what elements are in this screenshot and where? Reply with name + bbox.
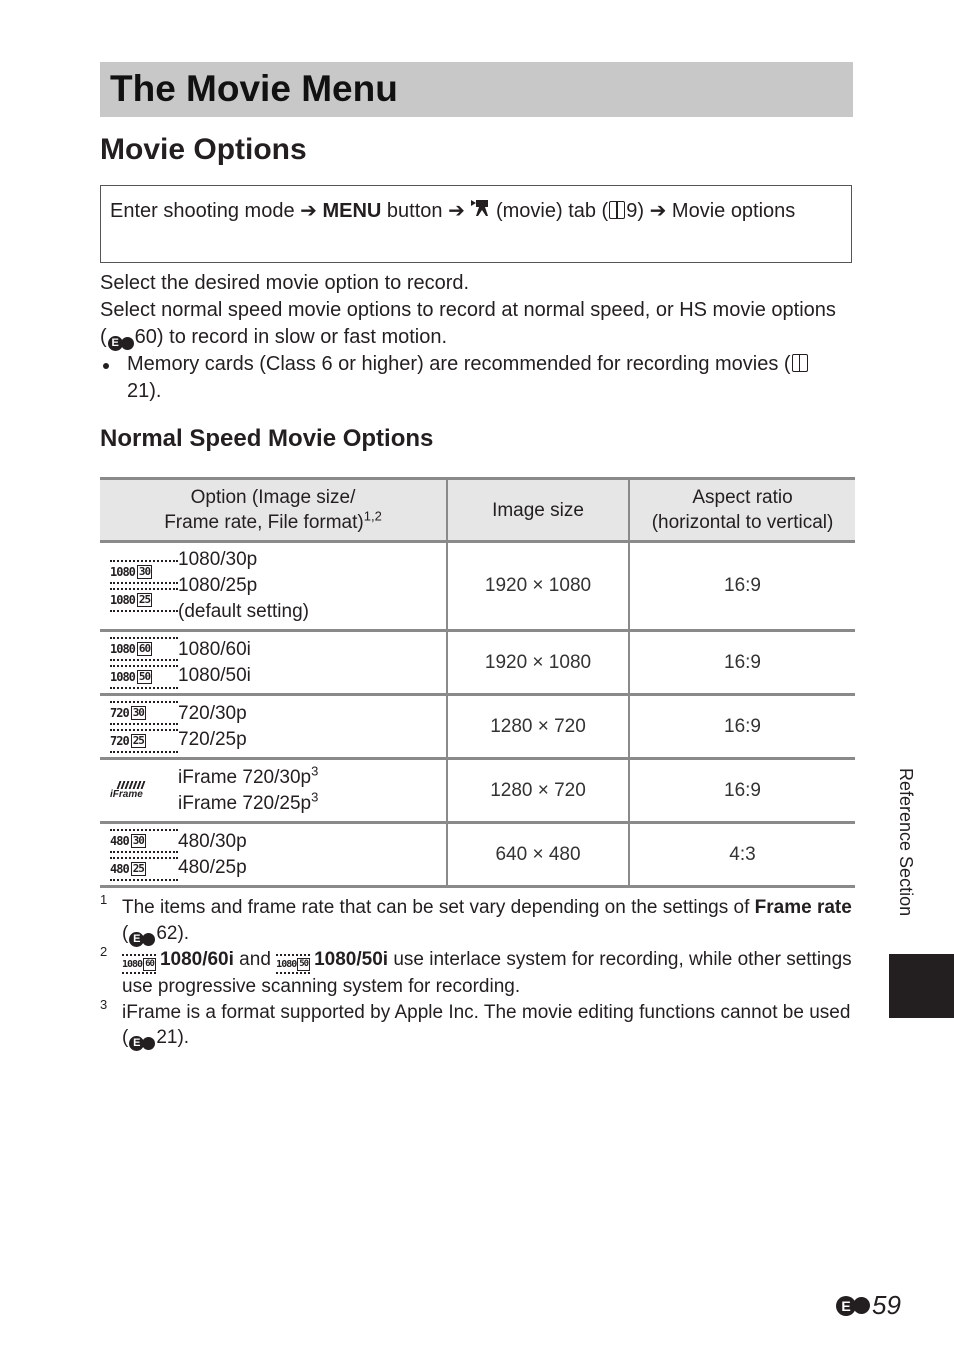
footnote-text: and xyxy=(233,948,277,970)
nav-text: (movie) tab ( xyxy=(495,200,609,222)
aspect-cell: 16:9 xyxy=(629,759,855,823)
section-title: Movie Options xyxy=(100,133,307,166)
intro-text xyxy=(100,270,840,405)
menu-button-icon: MENU xyxy=(322,200,382,222)
chapter-title: The Movie Menu xyxy=(110,68,398,109)
intro-line: Select the desired movie option to record. xyxy=(100,272,470,294)
header-aspect xyxy=(629,479,855,542)
bullet-ref: 21 xyxy=(127,380,150,402)
table-header-row xyxy=(100,479,855,542)
header-image-size: Image size xyxy=(447,479,629,542)
option-label: 480/30p xyxy=(178,830,247,852)
footnote-ref: 21 xyxy=(156,1027,178,1048)
footnote-3 xyxy=(100,996,852,1052)
chapter-header-bar xyxy=(100,62,853,117)
option-cell xyxy=(100,759,447,823)
option-label: iFrame $720/25p^3$ xyxy=(178,789,319,814)
image-size-cell: 1280 × 720 xyxy=(447,759,629,823)
movie-480-30p-icon: 480 30 xyxy=(110,829,178,853)
image-size-cell: 1920 × 1080 xyxy=(447,631,629,695)
arrow-icon: ➔ xyxy=(649,200,667,222)
movie-camera-icon xyxy=(470,200,496,222)
header-text: (horizontal to vertical) xyxy=(651,512,834,533)
intro-line: Select normal speed movie options to record at normal speed, or HS movie options ( xyxy=(100,299,836,348)
option-label: 720/30p xyxy=(178,702,247,724)
footnote-1 xyxy=(100,892,852,947)
image-size-cell: 640 × 480 xyxy=(447,823,629,887)
option-cell xyxy=(100,823,447,887)
footnote-text: use interlace system for recording, while other settings use progressive scanning system for recording. xyxy=(122,948,852,997)
header-option xyxy=(100,479,447,542)
movie-options-table xyxy=(100,477,855,888)
book-reference-icon xyxy=(792,354,808,372)
aspect-cell: 16:9 xyxy=(629,542,855,631)
page-number-text: 59 xyxy=(872,1290,901,1320)
table-row xyxy=(100,695,855,759)
movie-480-25p-icon: 480 25 xyxy=(110,857,178,881)
reference-section-icon: E xyxy=(129,932,155,947)
footnote-bold: 1080/50i xyxy=(314,948,389,970)
option-label: iFrame $720/30p^3$ xyxy=(178,763,319,788)
aspect-cell: 4:3 xyxy=(629,823,855,887)
option-cell xyxy=(100,542,447,631)
bullet-item xyxy=(100,351,840,405)
option-label: (default setting) xyxy=(178,601,309,622)
header-sup: 1,2 xyxy=(363,508,382,524)
option-label: 1080/25p xyxy=(178,575,258,596)
movie-720-30p-icon: 720 30 xyxy=(110,701,178,725)
footnote-text: ). xyxy=(177,1027,190,1048)
arrow-icon: ➔ xyxy=(448,200,465,222)
reference-section-icon: E xyxy=(108,336,134,351)
footnote-bold: 1080/60i xyxy=(159,948,234,970)
header-text: Option (Image size/ xyxy=(190,487,356,508)
bullet-text: ). xyxy=(149,380,162,402)
footnote-number: 1 xyxy=(100,892,108,907)
footnote-ref: 62 xyxy=(156,922,178,944)
footnote-number: 2 xyxy=(100,943,108,959)
nav-text: ) xyxy=(637,200,645,222)
table-row xyxy=(100,759,855,823)
footnote-bold: Frame rate xyxy=(754,897,852,918)
option-label: 1080/30p xyxy=(178,549,258,570)
footnote-text: The items and frame rate that can be set vary depending on the settings of xyxy=(122,897,755,918)
footnote-text: ( xyxy=(122,922,129,944)
option-label: 1080/60i xyxy=(178,638,251,660)
image-size-cell: 1920 × 1080 xyxy=(447,542,629,631)
intro-line: ) to record in slow or fast motion. xyxy=(156,326,448,348)
side-section-label: Reference Section xyxy=(896,768,916,917)
nav-ref: 9 xyxy=(626,200,638,222)
option-cell xyxy=(100,695,447,759)
aspect-cell: 16:9 xyxy=(629,695,855,759)
option-label: 1080/50i xyxy=(178,664,251,686)
movie-720-25p-icon: 720 25 xyxy=(110,729,178,753)
header-text: Frame rate, File format) xyxy=(164,512,364,533)
footnotes xyxy=(100,892,852,1051)
footnote-2 xyxy=(100,943,852,1000)
intro-ref: 60 xyxy=(134,326,157,348)
footnote-text: iFrame is a format supported by Apple Inc. The movie editing functions cannot be used ( xyxy=(122,1001,851,1048)
nav-text: button xyxy=(386,200,443,222)
header-text: Aspect ratio xyxy=(692,487,793,508)
book-reference-icon xyxy=(609,201,625,219)
image-size-cell: 1280 × 720 xyxy=(447,695,629,759)
side-section-tab xyxy=(889,954,954,1018)
movie-1080-25p-icon: 1080 25 xyxy=(110,588,178,612)
footnote-number: 3 xyxy=(100,996,108,1012)
table-row xyxy=(100,631,855,695)
table-row xyxy=(100,542,855,631)
arrow-icon: ➔ xyxy=(300,200,317,222)
footnote-text: ). xyxy=(177,922,190,944)
movie-1080-60i-icon: 1080 60 xyxy=(122,954,156,974)
iframe-icon: iFrame xyxy=(110,781,178,801)
movie-1080-50i-icon: 1080 50 xyxy=(110,665,178,689)
option-label: 720/25p xyxy=(178,728,247,750)
intro-paragraph xyxy=(100,297,840,351)
nav-text: Enter shooting mode xyxy=(110,200,295,222)
page-number xyxy=(836,1290,901,1321)
reference-section-icon: E xyxy=(129,1036,155,1051)
table-row xyxy=(100,823,855,887)
subsection-title: Normal Speed Movie Options xyxy=(100,425,434,452)
navigation-path-box xyxy=(100,185,852,263)
option-cell xyxy=(100,631,447,695)
aspect-cell: 16:9 xyxy=(629,631,855,695)
movie-1080-50i-icon: 1080 50 xyxy=(276,954,310,974)
movie-1080-30p-icon: 1080 30 xyxy=(110,560,178,584)
movie-1080-60i-icon: 1080 60 xyxy=(110,637,178,661)
option-label: 480/25p xyxy=(178,856,247,878)
reference-section-icon: E xyxy=(836,1296,870,1316)
nav-text: Movie options xyxy=(671,200,796,222)
bullet-text: Memory cards (Class 6 or higher) are recommended for recording movies ( xyxy=(127,353,791,375)
